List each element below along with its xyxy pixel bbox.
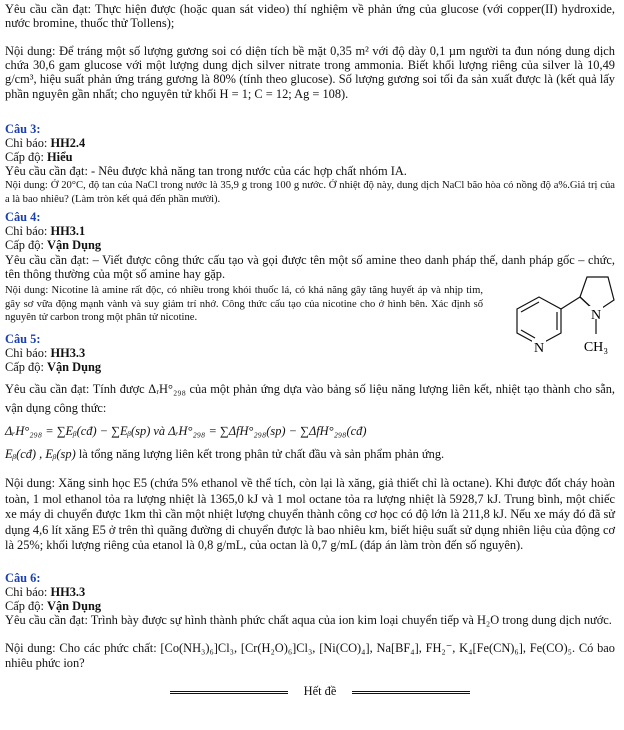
q6-requirement: Yêu cầu cần đạt: Trình bày được sự hình thành phức chất aqua của ion kim loại chuyển tiếp và H₂O trong dung dịch nước. [5,613,612,627]
end-of-exam-divider [170,684,470,698]
q2-requirement: Yêu cầu cần đạt: Thực hiện được (hoặc quan sát video) thí nghiệm về phản ứng của glucose (với copper(II) hydroxide, nước bromine, thuốc thử Tollens); [5,2,615,31]
q3-title: Câu 3: [5,122,41,136]
q5-title: Câu 5: [5,332,41,346]
methyl-label: CH₃ [583,340,609,355]
q3-level: Cấp độ: Hiểu [5,150,73,164]
q2-content: Nội dung: Để tráng một số lượng gương soi có diện tích bề mặt 0,35 m² với độ dày 0,1 µm người ta đun nóng dung dịch chứa 30,6 gam glucose với một lượng dung dịch silver nitrate trong ammonia. Biết khối lượng riêng của silver là 10,49 g/cm³, hiệu suất phản ứng tráng gương là 80% (tính theo glucose). Số lượng gương soi tối đa sản xuất được là (kết quả lấy phần nguyên gần nhất; cho nguyên tử khối H = 1; C = 12; Ag = 108). [5,44,615,101]
q5-requirement: Yêu cầu cần đạt: Tính được ΔᵣH°₂₉₈ của một phản ứng dựa vào bảng số liệu năng lượng liên kết, nhiệt tạo thành cho sẵn, vận dụng công thức: [5,382,615,415]
q5-indicator: Chỉ báo: HH3.3 [5,346,86,360]
pyrrolidine-n-label: N [590,308,602,323]
q3-indicator: Chỉ báo: HH2.4 [5,136,86,150]
q6-level: Cấp độ: Vận Dụng [5,599,102,613]
q4-level: Cấp độ: Vận Dụng [5,238,102,252]
q5-level: Cấp độ: Vận Dụng [5,360,102,374]
q5-formula: ΔᵣH°₂₉₈ = ∑Eᵦ(cđ) − ∑Eᵦ(sp) và ΔᵣH°₂₉₈ = ∑ΔfH°₂₉₈(sp) − ∑ΔfH°₂₉₈(cđ) [5,424,367,438]
q3-content: Nội dung: Ở 20°C, độ tan của NaCl trong nước là 35,9 g trong 100 g nước. Ở nhiệt độ này, dung dịch NaCl bão hòa có nồng độ a%.Giá trị của a là bao nhiêu? (Làm tròn kết quả đến phần mười). [5,180,615,205]
q6-indicator: Chỉ báo: HH3.3 [5,585,86,599]
q3-requirement: Yêu cầu cần đạt: - Nêu được khả năng tan trong nước của các hợp chất nhóm IA. [5,164,407,178]
q6-title: Câu 6: [5,571,41,585]
q4-indicator: Chỉ báo: HH3.1 [5,224,86,238]
pyridine-n-label: N [533,341,545,356]
q6-content: Nội dung: Cho các phức chất: [Co(NH₃)₆]Cl₃, [Cr(H₂O)₆]Cl₃, [Ni(CO)₄], Na[BF₄], FH₂⁻, K₄[Fe(CN)₆], Fe(CO)₅. Có bao nhiêu phức ion? [5,641,615,670]
end-of-exam-label: Hết đề [303,684,337,698]
q5-content: Nội dung: Xăng sinh học E5 (chứa 5% ethanol về thể tích, còn lại là xăng, giả thiết chỉ là octane). Khi được đốt cháy hoàn toàn, 1 mol ethanol tỏa ra lượng nhiệt là 1365,0 kJ và 1 mol octane tỏa ra lượng nhiệt là 5928,7 kJ. Trung bình, một chiếc xe máy di chuyển được 1km thì cần một nhiệt lượng chuyển thành công cơ học có độ lớn là 211,8 kJ. Nếu xe máy đó đã sử dụng 4,6 lít xăng E5 ở trên thì quãng đường di chuyển được là bao nhiêu km, biết hiệu suất sử dụng nhiên liệu của động cơ là 25%; khối lượng riêng của etanol là 0,8 g/mL, của octan là 0,7 g/mL (đáp án làm tròn đến số nguyên). [5,476,616,553]
q4-title: Câu 4: [5,210,41,224]
q5-formula-note: Eᵦ(cđ) , Eᵦ(sp) là tổng năng lượng liên kết trong phân tử chất đầu và sản phẩm phản ứng. [5,447,445,461]
q4-requirement: Yêu cầu cần đạt: – Viết được công thức cấu tạo và gọi được tên một số amine theo danh pháp thế, danh pháp gốc – chức, tên thông thường của một số amine hay gặp. [5,253,615,282]
q4-content: Nội dung: Nicotine là amine rất độc, có nhiều trong khói thuốc lá, có khả năng gây tăng huyết áp và nhịp tim, gây sơ vữa động mạnh vành và suy giảm trí nhớ. Công thức cấu tạo của nicotine cho ở hình bên. Xác định số nguyên tử carbon trong một phân tử nicotine. [5,285,483,324]
